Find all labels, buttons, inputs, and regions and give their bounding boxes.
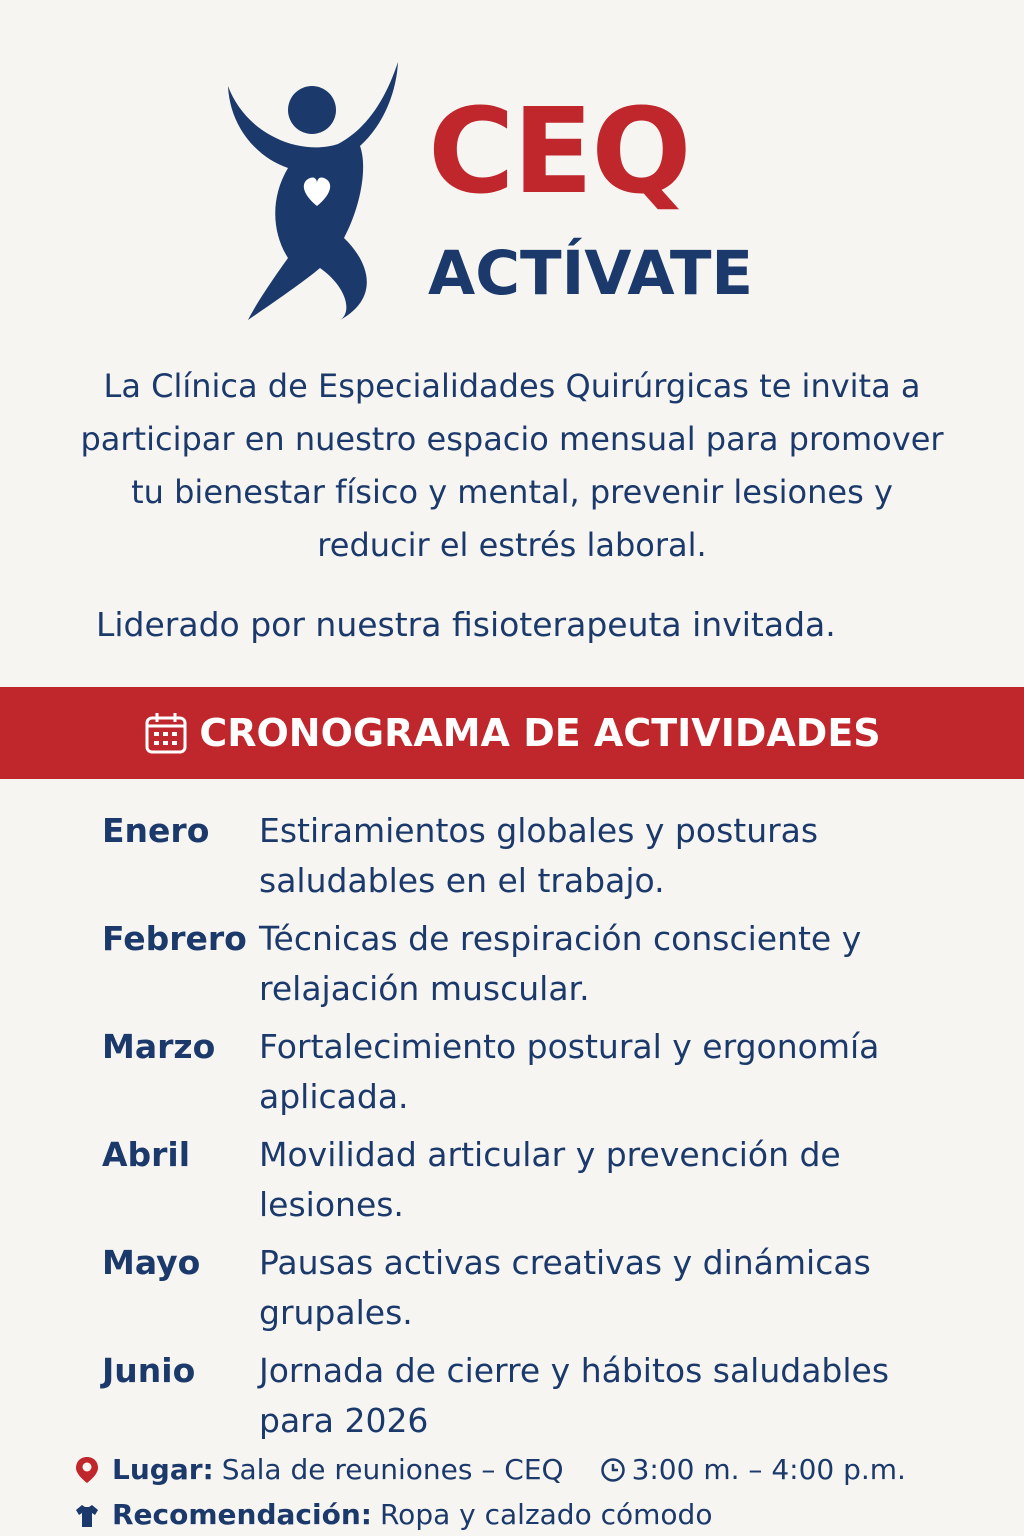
month-label: Abril [102,1135,191,1174]
place-label: Lugar: [112,1453,214,1486]
activity-text: Pausas activas creativas y dinámicas grupales. [259,1243,871,1332]
month-label: Enero [102,811,210,850]
activity-text: Movilidad articular y prevención de lesiones. [259,1135,841,1224]
list-item [102,806,982,906]
month-label: Mayo [102,1243,201,1282]
clock-icon [600,1457,626,1483]
activity-text: Fortalecimiento postural y ergonomía aplicada. [259,1027,880,1116]
recommendation-value: Ropa y calzado cómodo [379,1498,713,1531]
leader-line: Liderado por nuestra fisioterapeuta invitada. [96,605,836,644]
recommendation-line [74,1497,712,1533]
list-item [102,1238,982,1338]
intro-paragraph: La Clínica de Especialidades Quirúrgicas te invita a participar en nuestro espacio mensual para promover tu bienestar físico y mental, prevenir lesiones y reducir el estrés laboral. [80,367,944,564]
schedule-banner [0,687,1024,779]
month-label: Febrero [102,919,247,958]
list-item [102,1022,982,1122]
month-label: Marzo [102,1027,216,1066]
month-label: Junio [102,1351,196,1390]
time-group [600,1452,906,1488]
shirt-icon [74,1500,100,1530]
recommendation-label: Recomendación: [112,1498,372,1531]
brand-subtitle: ACTÍVATE [428,238,754,309]
list-item [102,914,982,1014]
place-line [74,1452,906,1488]
list-item [102,1130,982,1230]
time-value: 3:00 m. – 4:00 p.m. [631,1453,906,1486]
brand-title: CEQ [428,82,690,220]
activity-text: Técnicas de respiración consciente y relajación muscular. [259,919,862,1008]
place-value: Sala de reuniones – CEQ [221,1453,564,1486]
list-item [102,1346,982,1446]
schedule-list [102,806,982,1454]
activity-text: Estiramientos globales y posturas saludables en el trabajo. [259,811,819,900]
location-pin-icon [74,1455,100,1485]
banner-title: CRONOGRAMA DE ACTIVIDADES [199,711,881,755]
activity-text: Jornada de cierre y hábitos saludables para 2026 [259,1351,890,1440]
person-heart-icon [210,58,410,328]
calendar-icon [143,710,189,756]
